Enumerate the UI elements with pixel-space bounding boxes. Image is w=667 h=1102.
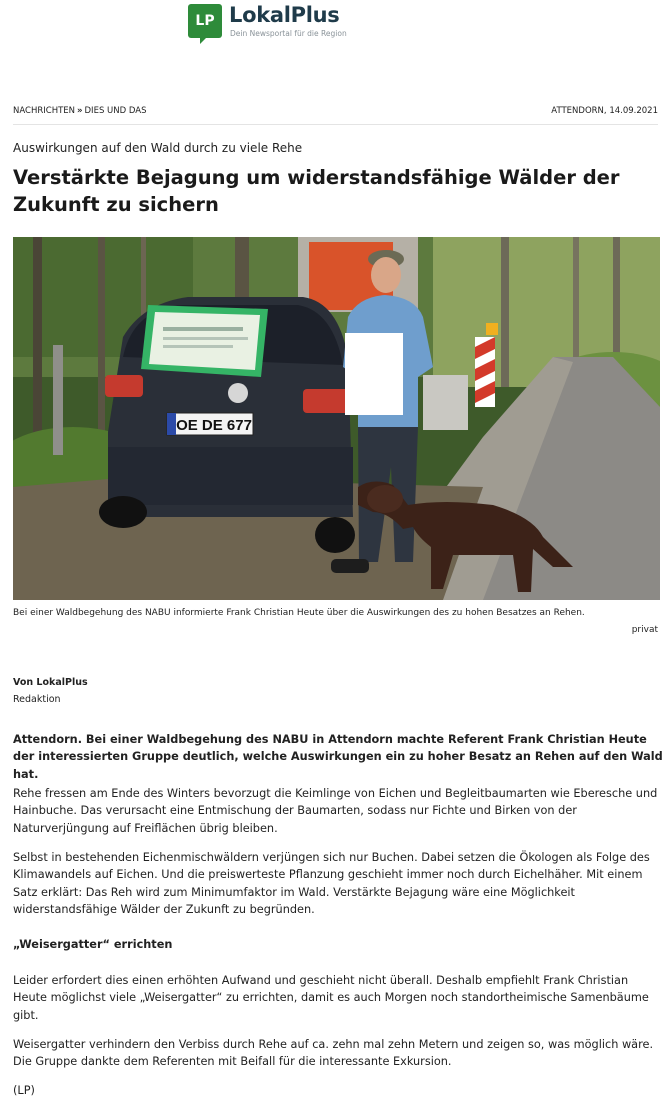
breadcrumb-separator: » xyxy=(77,106,83,116)
breadcrumb xyxy=(13,106,146,116)
site-logo[interactable] xyxy=(188,2,388,44)
logo-name: LokalPlus xyxy=(229,3,340,27)
article-paragraph: Rehe fressen am Ende des Winters bevorzugt die Keimlinge von Eichen und Begleitbaumarten wie Eberesche und Hainbuche. Das verursacht eine Entmischung der Baumarten, sodass nur Fichte und Birken von der Naturverjüngung auf Freiflächen übrig bleiben. xyxy=(13,787,658,835)
dateline: ATTENDORN, 14.09.2021 xyxy=(551,106,658,116)
logo-mark: LP xyxy=(188,4,222,38)
logo-tagline: Dein Newsportal für die Region xyxy=(230,29,347,38)
article-kicker: Auswirkungen auf den Wald durch zu viele Rehe xyxy=(13,141,303,155)
photo-credit: privat xyxy=(631,625,658,635)
article-signature: (LP) xyxy=(13,1084,35,1097)
header-divider xyxy=(13,124,658,125)
breadcrumb-subsection[interactable]: DIES UND DAS xyxy=(84,106,147,116)
author-name[interactable]: Von LokalPlus xyxy=(13,677,88,688)
breadcrumb-section[interactable]: NACHRICHTEN xyxy=(13,106,76,116)
license-plate-text: OE DE 677 xyxy=(176,417,252,434)
photo-illustration xyxy=(13,237,660,600)
article-paragraph: Leider erfordert dies einen erhöhten Aufwand und geschieht nicht überall. Deshalb empfiehlt Frank Christian Heute möglichst viele „Weisergatter“ zu errichten, damit es auch Morgen noch standortheimische Samenbäume gibt. xyxy=(13,974,649,1022)
photo-caption: Bei einer Waldbegehung des NABU informierte Frank Christian Heute über die Auswirkungen des zu hohen Besatzes an Rehen. xyxy=(13,608,585,618)
article-lead: Attendorn. Bei einer Waldbegehung des NABU in Attendorn machte Referent Frank Christian Heute der interessierten Gruppe deutlich, welche Auswirkungen ein zu hoher Besatz an Rehen auf den Wald hat. xyxy=(13,733,663,781)
article-subheading: „Weisergatter“ errichten xyxy=(13,938,173,951)
article-title: Verstärkte Bejagung um widerstandsfähige Wälder der Zukunft zu sichern xyxy=(13,166,620,216)
article-paragraph: Weisergatter verhindern den Verbiss durch Rehe auf ca. zehn mal zehn Metern und zeigen so, was möglich wäre. Die Gruppe dankte dem Referenten mit Beifall für die interessante Exkursion. xyxy=(13,1038,654,1069)
author-role: Redaktion xyxy=(13,694,61,705)
article-paragraph: Selbst in bestehenden Eichenmischwäldern verjüngen sich nur Buchen. Dabei setzen die Ökologen als Folge des Klimawandels auf Eichen. Und die preiswerteste Pflanzung geschieht immer noch durch Eichelhäher. Mit einem Satz erklärt: Das Reh wird zum Minimumfaktor im Wald. Verstärkte Bejagung wäre eine Möglichkeit widerstandsfähige Wälder der Zukunft zu begründen. xyxy=(13,851,650,917)
article-photo[interactable] xyxy=(13,237,660,600)
